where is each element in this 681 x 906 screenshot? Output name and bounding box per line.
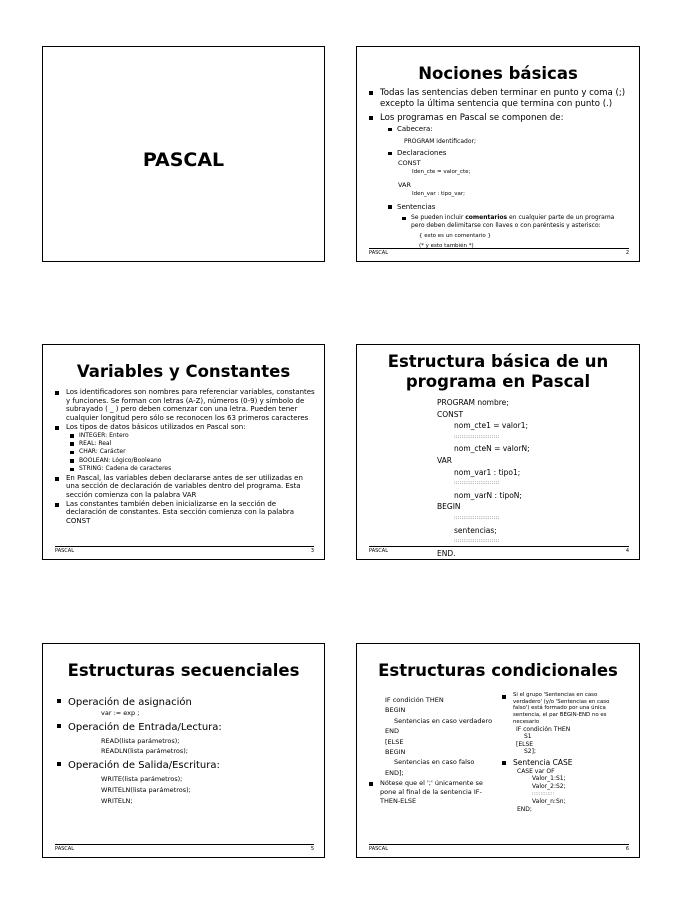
code-line: { esto es un comentario } — [419, 233, 492, 240]
code-line: Valor_1:S1; — [532, 775, 566, 783]
right-column — [502, 692, 609, 813]
text-line: sección comienza con la palabra VAR — [66, 490, 197, 499]
text-line: pero deben delimitarse con llaves o con paréntesis y asterisco: — [411, 222, 601, 230]
slide-title: PASCAL — [142, 149, 225, 171]
text-line: falso') está formado por una única — [513, 705, 606, 712]
footer-label: PASCAL — [55, 846, 74, 852]
text-line: cualquier longitud pero sólo se reconocen los 63 primeros caracteres — [66, 414, 309, 423]
text-line: subrayado ( _ ) pero deben comenzar con una letra. Pueden tener — [66, 405, 298, 414]
code-line: var := exp ; — [101, 709, 140, 717]
slide-number: 3 — [310, 548, 314, 554]
code-line: Sentencias en caso verdadero — [394, 716, 493, 725]
text-line: excepto la última sentencia que termina con punto (.) — [380, 98, 613, 109]
text-line: PROGRAM identificador; — [404, 137, 476, 145]
slide-1 — [42, 46, 325, 262]
slide-number: 6 — [625, 846, 629, 852]
slide-body — [55, 388, 315, 526]
text-line: una sección de declaración de variables dentro del programa. Esta — [66, 482, 301, 491]
slide-footer — [55, 844, 314, 854]
code-line: S2]; — [524, 748, 536, 756]
code-line: nom_var1 : tipo1; — [454, 467, 521, 477]
slide-4 — [356, 344, 640, 560]
code-line: nom_varN : tipoN; — [454, 490, 522, 500]
text-line: declaración de constantes. Esta sección comienza con la palabra — [66, 508, 295, 517]
code-line: BEGIN — [385, 748, 406, 757]
code-line: END; — [517, 805, 532, 813]
slide-number: 5 — [310, 846, 314, 852]
bullet-line: CHAR: Carácter — [67, 448, 315, 456]
footer-label: PASCAL — [369, 846, 388, 852]
bullet-line: STRING: Cadena de caracteres — [67, 465, 315, 473]
code-line: IF condición THEN — [385, 696, 444, 704]
slide-footer — [55, 546, 314, 556]
text-segment: en cualquier parte de un programa — [509, 214, 615, 222]
code-line: IF condición THEN — [516, 725, 571, 733]
code-line: WRITELN; — [101, 797, 133, 805]
bullet-line: Nótese que el ';' únicamente se — [369, 779, 492, 788]
slide-footer — [369, 546, 629, 556]
code-line: S1 — [524, 733, 532, 741]
slide-3 — [42, 344, 325, 560]
text-segment: Se pueden incluir — [411, 214, 464, 222]
ellipsis-line: :::::::::::::::::::::::: — [454, 538, 500, 545]
text-line: VAR — [398, 180, 411, 189]
code-line: Sentencias en caso falso — [394, 758, 475, 767]
code-line: CONST — [437, 409, 464, 419]
code-line: WRITELN(lista parámetros); — [101, 786, 191, 794]
text-line: THEN-ELSE — [380, 796, 417, 805]
slide-body — [369, 88, 625, 250]
bullet-line: REAL: Real — [67, 440, 315, 448]
slide-footer — [369, 844, 629, 854]
slide-2 — [356, 46, 640, 262]
slide-title-line-2: programa en Pascal — [405, 372, 591, 391]
code-line: nom_cteN = valorN; — [454, 444, 530, 454]
slide-5 — [42, 643, 325, 858]
bullet-line: Todas las sentencias deben terminar en punto y coma (;) — [369, 88, 625, 99]
text-line: CONST — [398, 158, 421, 167]
bullet-line: Operación de Salida/Escritura: — [57, 759, 222, 772]
ellipsis-line: :::::::::::::::::::::::: — [454, 480, 500, 487]
code-line: END. — [437, 548, 456, 558]
slide-title: Nociones básicas — [418, 64, 578, 83]
bullet-line: En Pascal, las variables deben declararse antes de ser utilizadas en — [55, 474, 315, 483]
slide-body — [57, 696, 222, 807]
left-column — [380, 695, 493, 806]
bullet-line: Las constantes también deben inicializarse en la sección de — [55, 500, 315, 509]
code-line: Valor_n:Sn; — [532, 798, 566, 806]
slide-title: Estructuras condicionales — [378, 661, 618, 680]
slide-number: 2 — [625, 250, 629, 256]
code-line: [ELSE — [385, 737, 404, 746]
ellipsis-line: :::::::::::::::::::::::: — [454, 433, 500, 440]
ellipsis-line: ::::::::::::: — [532, 791, 555, 797]
code-line: Valor_2:S2; — [532, 783, 566, 791]
text-line: y funciones. Se forman con letras (A-Z), números (0-9) y símbolo de — [66, 396, 305, 405]
code-line: READ(lista parámetros); — [101, 737, 180, 745]
bullet-line: Si el grupo 'Sentencias en caso — [502, 692, 609, 699]
slide-footer — [369, 248, 629, 258]
code-line: VAR — [437, 455, 452, 465]
code-line: BEGIN — [385, 706, 406, 715]
bullet-line: Sentencias — [385, 203, 625, 213]
bullet-line: Los tipos de datos básicos utilizados en Pascal son: — [55, 423, 315, 432]
footer-label: PASCAL — [369, 250, 388, 256]
code-line: CASE var OF — [517, 767, 555, 775]
code-line: [ELSE — [516, 740, 534, 748]
slide-6 — [356, 643, 640, 858]
code-line: READLN(lista parámetros); — [101, 747, 188, 755]
text-line: verdadero' (y/o 'Sentencias en caso — [513, 698, 610, 705]
bold-keyword: comentarios — [465, 214, 508, 222]
code-line: END]; — [385, 768, 404, 777]
bullet-line: INTEGER: Entero — [67, 432, 315, 440]
footer-label: PASCAL — [55, 548, 74, 554]
bullet-line: Sentencia CASE — [502, 758, 609, 768]
slide-number: 4 — [625, 548, 629, 554]
text-line: sentencia, el par BEGIN-END no es — [513, 712, 607, 719]
bullet-line: Operación de asignación — [57, 696, 222, 709]
slide-title: Estructuras secuenciales — [67, 661, 300, 680]
bullet-line: Operación de Entrada/Lectura: — [57, 721, 222, 734]
text-line: Iden_var : tipo_var; — [412, 191, 465, 198]
code-line: sentencias; — [454, 525, 497, 535]
bullet-line: BOOLEAN: Lógico/Booleano — [67, 457, 315, 465]
code-line: BEGIN — [437, 502, 461, 512]
code-line: END — [385, 727, 399, 736]
text-line: pone al final de la sentencia IF- — [380, 788, 482, 797]
code-block — [437, 397, 530, 559]
bullet-line: Los programas en Pascal se componen de: — [369, 113, 625, 124]
code-line: nom_cte1 = valor1; — [454, 421, 528, 431]
slide-title: Variables y Constantes — [76, 362, 291, 381]
text-line: necesario — [513, 718, 540, 725]
footer-label: PASCAL — [369, 548, 388, 554]
ellipsis-line: :::::::::::::::::::::::: — [454, 514, 500, 521]
text-line: CONST — [66, 517, 91, 526]
text-line: Iden_cte = valor_cte; — [412, 169, 471, 176]
code-line: (* y esto también *) — [419, 243, 474, 250]
code-line: WRITE(lista parámetros); — [101, 775, 183, 783]
bullet-line: Los identificadores son nombres para referenciar variables, constantes — [55, 388, 315, 397]
bullet-line: Cabecera: — [385, 125, 625, 135]
code-line: PROGRAM nombre; — [437, 398, 509, 407]
bullet-line: Declaraciones — [385, 149, 625, 159]
slide-title-line-1: Estructura básica de un — [387, 352, 609, 371]
